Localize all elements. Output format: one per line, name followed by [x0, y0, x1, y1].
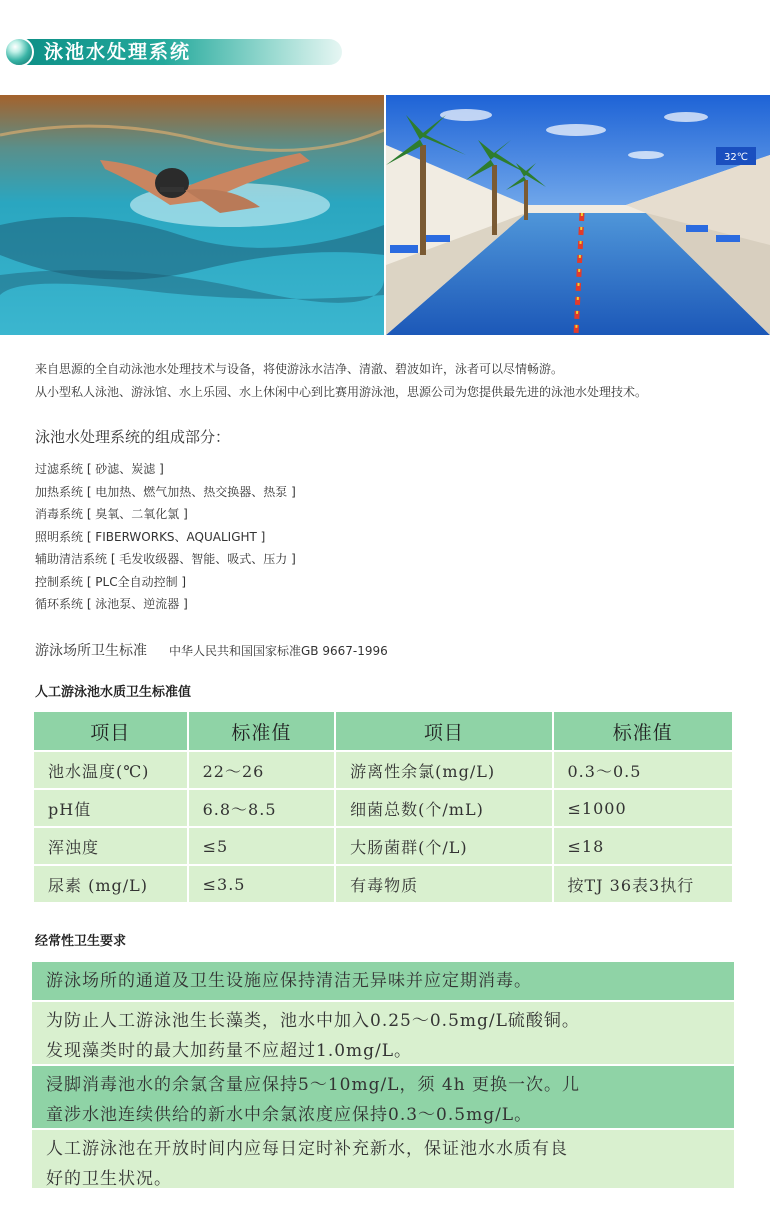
- page-title: 泳池水处理系统: [44, 41, 192, 63]
- table-cell: 细菌总数(个/mL): [335, 789, 552, 827]
- component-item: 消毒系统 [ 臭氧、二氧化氯 ]: [35, 507, 188, 521]
- components-title: 泳池水处理系统的组成部分：: [35, 428, 231, 446]
- indoor-pool-photo: [386, 95, 770, 335]
- header-cell: 项目: [335, 711, 552, 751]
- component-item: 过滤系统 [ 砂滤、炭滤 ]: [35, 462, 164, 476]
- header-cell: 标准值: [553, 711, 734, 751]
- component-item: 控制系统 [ PLC全自动控制 ]: [35, 574, 187, 589]
- intro-line-1: 来自思源的全自动泳池水处理技术与设备，将使游泳水洁净、清澈、碧波如许，泳者可以尽情畅游。: [35, 362, 564, 376]
- header-cell: 标准值: [188, 711, 336, 751]
- table-cell: ≤1000: [553, 789, 734, 827]
- table-cell: 浑浊度: [33, 827, 188, 865]
- table-row: [33, 789, 733, 827]
- components-list: [35, 458, 296, 616]
- standard-value: 中华人民共和国国家标准GB 9667-1996: [169, 644, 388, 658]
- requirement-line: 好的卫生状况。: [46, 1169, 172, 1189]
- table-header-row: [33, 711, 733, 751]
- pool-temperature-sign: 32℃: [724, 152, 748, 163]
- table-cell: pH值: [33, 789, 188, 827]
- section-header: [4, 34, 342, 68]
- component-item: 加热系统 [ 电加热、燃气加热、热交换器、热泵 ]: [35, 484, 296, 499]
- intro-line-2: 从小型私人泳池、游泳馆、水上乐园、水上休闲中心到比赛用游泳池，思源公司为您提供最先进的泳池水处理技术。: [35, 385, 648, 399]
- requirement-line: 发现藻类时的最大加药量不应超过1.0mg/L。: [46, 1041, 413, 1061]
- table-cell: 有毒物质: [335, 865, 552, 903]
- table-row: [33, 751, 733, 789]
- table-cell: 尿素 (mg/L): [33, 865, 188, 903]
- component-item: 辅助清洁系统 [ 毛发收级器、智能、吸式、压力 ]: [35, 552, 296, 566]
- requirement-item: [32, 1066, 734, 1128]
- table-cell: 22～26: [188, 751, 336, 789]
- water-quality-table: [32, 710, 734, 904]
- table-cell: 游离性余氯(mg/L): [335, 751, 552, 789]
- header-cell: 项目: [33, 711, 188, 751]
- table-cell: 池水温度(℃): [33, 751, 188, 789]
- requirement-item: [32, 1002, 734, 1064]
- table-cell: ≤3.5: [188, 865, 336, 903]
- table-cell: 大肠菌群(个/L): [335, 827, 552, 865]
- requirement-line: 浸脚消毒池水的余氯含量应保持5～10mg/L，须 4h 更换一次。儿: [46, 1075, 581, 1095]
- requirements-title: 经常性卫生要求: [35, 934, 127, 949]
- table-cell: 按TJ 36表3执行: [553, 865, 734, 903]
- table-row: [33, 827, 733, 865]
- table-row: [33, 865, 733, 903]
- requirement-line: 为防止人工游泳池生长藻类，池水中加入0.25～0.5mg/L硫酸铜。: [46, 1011, 580, 1031]
- component-item: 循环系统 [ 泳池泵、逆流器 ]: [35, 597, 188, 611]
- standard-label: 游泳场所卫生标准: [35, 643, 147, 659]
- swimmer-photo: [0, 95, 384, 335]
- table-cell: 6.8～8.5: [188, 789, 336, 827]
- requirement-item: [32, 1130, 734, 1188]
- header-ball-icon: [4, 37, 34, 67]
- table-cell: 0.3～0.5: [553, 751, 734, 789]
- hygiene-standard: [35, 640, 388, 660]
- requirement-item: [32, 962, 734, 1000]
- requirement-line: 人工游泳池在开放时间内应每日定时补充新水，保证池水水质有良: [46, 1139, 568, 1159]
- table-title: 人工游泳池水质卫生标准值: [35, 685, 192, 700]
- intro-text: [35, 358, 647, 404]
- requirement-line: 童涉水池连续供给的新水中余氯浓度应保持0.3～0.5mg/L。: [46, 1105, 533, 1125]
- requirement-line: 游泳场所的通道及卫生设施应保持清洁无异味并应定期消毒。: [46, 971, 532, 991]
- component-item: 照明系统 [ FIBERWORKS、AQUALIGHT ]: [35, 529, 266, 544]
- table-cell: ≤18: [553, 827, 734, 865]
- table-cell: ≤5: [188, 827, 336, 865]
